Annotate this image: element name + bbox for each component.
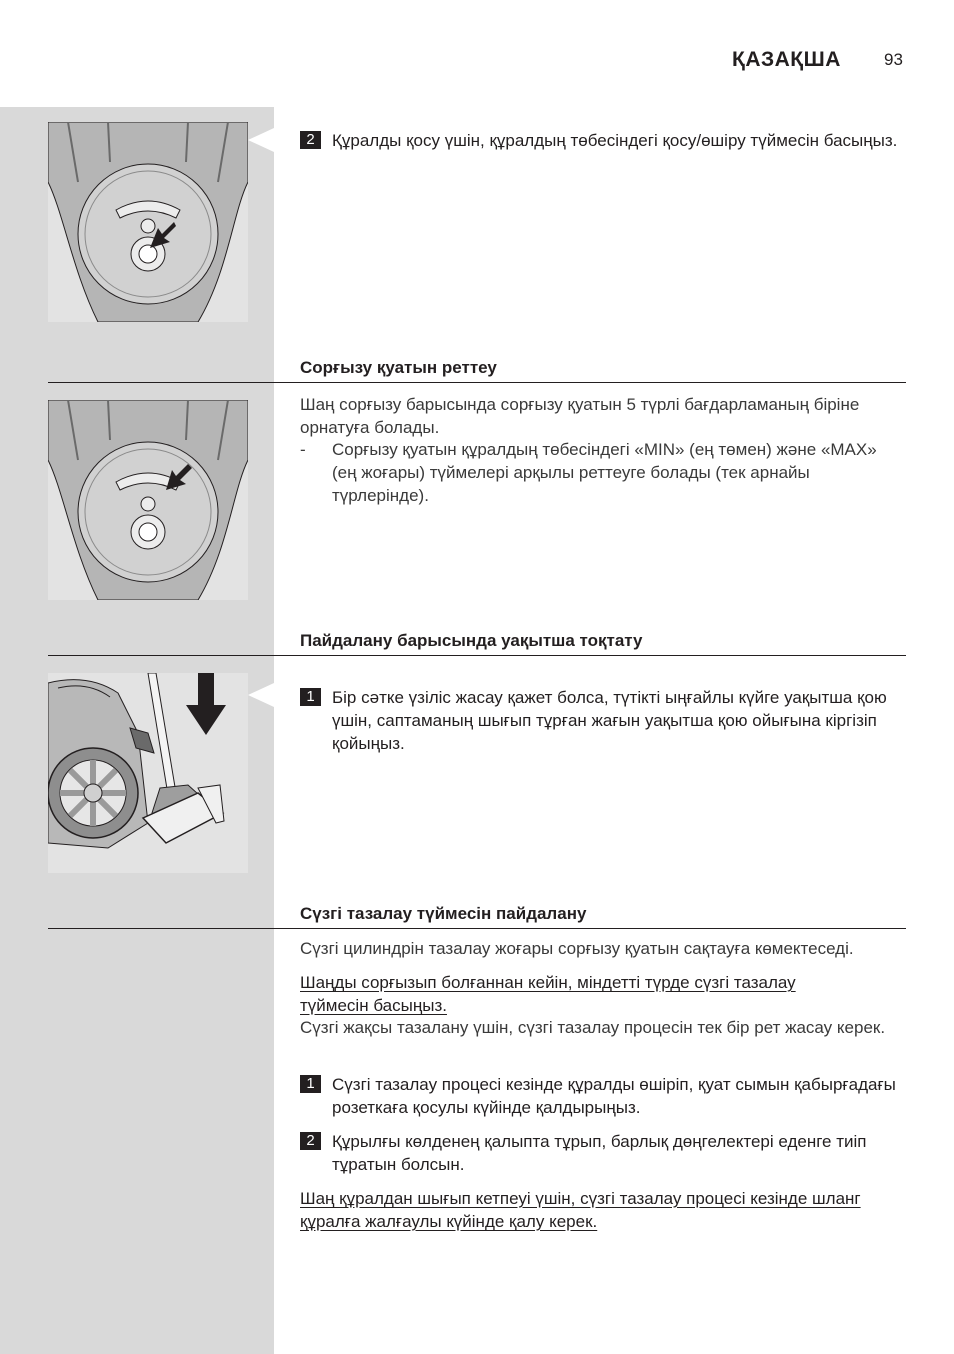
step-text: Сүзгі тазалау процесі кезінде құралды өшіріп, қуат сымын қабырғадағы розеткаға қосулы күйінде қалдырыңыз. (332, 1075, 896, 1117)
step-text: Құрылғы көлденең қалыпта тұрып, барлық дөңгелектері еденге тиіп тұратын болсын. (332, 1132, 867, 1174)
important-note (300, 1187, 865, 1233)
figure-pointer (248, 683, 274, 707)
section-heading-pause: Пайдалану барысында уақытша тоқтату (300, 631, 643, 650)
bullet-item (300, 438, 900, 507)
step-text: Бір сәтке үзіліс жасау қажет болса, түтікті ыңғайлы күйге уақытша қою үшін, саптаманың шығып тұрған жағын уақытша қою ойығына кіргізіп қойыңыз. (332, 688, 887, 753)
important-note-text: Шаң құралдан шығып кетпеуі үшін, сүзгі тазалау процесі кезінде шланг құралға жалғаулы күйінде қалу керек. (300, 1189, 861, 1231)
language-header: ҚАЗАҚША (732, 48, 841, 71)
step-number: 2 (300, 1132, 321, 1150)
section-heading-power: Сорғызу қуатын реттеу (300, 358, 497, 377)
section-intro-power: Шаң сорғызу барысында сорғызу қуатын 5 түрлі бағдарламаның біріне орнатуға болады. (300, 395, 860, 437)
step-filter-2 (300, 1130, 900, 1176)
section-heading-filter: Сүзгі тазалау түймесін пайдалану (300, 904, 587, 923)
step-filter-1 (300, 1073, 900, 1119)
bullet-dash: - (300, 440, 306, 459)
important-note-text: Шаңды сорғызып болғаннан кейін, міндетті түрде сүзгі тазалау түймесін басыңыз. (300, 973, 796, 1015)
step-text: Құралды қосу үшін, құралдың төбесіндегі қосу/өшіру түймесін басыңыз. (332, 131, 898, 150)
section-intro-filter: Сүзгі цилиндрін тазалау жоғары сорғызу қуатын сақтауға көмектеседі. (300, 939, 854, 958)
step-number: 1 (300, 1075, 321, 1093)
filter-paragraph: Сүзгі жақсы тазалану үшін, сүзгі тазалау процесін тек бір рет жасау керек. (300, 1018, 886, 1037)
bullet-text: Сорғызу қуатын құралдың төбесіндегі «MIN» (ең төмен) және «MAX» (ең жоғары) түймелері арқылы реттеуге болады (тек арнайы түрлерінде). (332, 440, 877, 505)
section-divider (48, 928, 906, 929)
step-pause (300, 686, 900, 755)
step-number: 1 (300, 688, 321, 706)
illustration-park-nozzle (48, 673, 248, 873)
step-number: 2 (300, 131, 321, 149)
step-power-on (300, 129, 900, 152)
important-note (300, 971, 860, 1017)
figure-pointer (248, 128, 274, 152)
section-divider (48, 382, 906, 383)
section-divider (48, 655, 906, 656)
illustration-power-button (48, 122, 248, 322)
page-number: 93 (884, 50, 903, 69)
illustration-power-adjust (48, 400, 248, 600)
